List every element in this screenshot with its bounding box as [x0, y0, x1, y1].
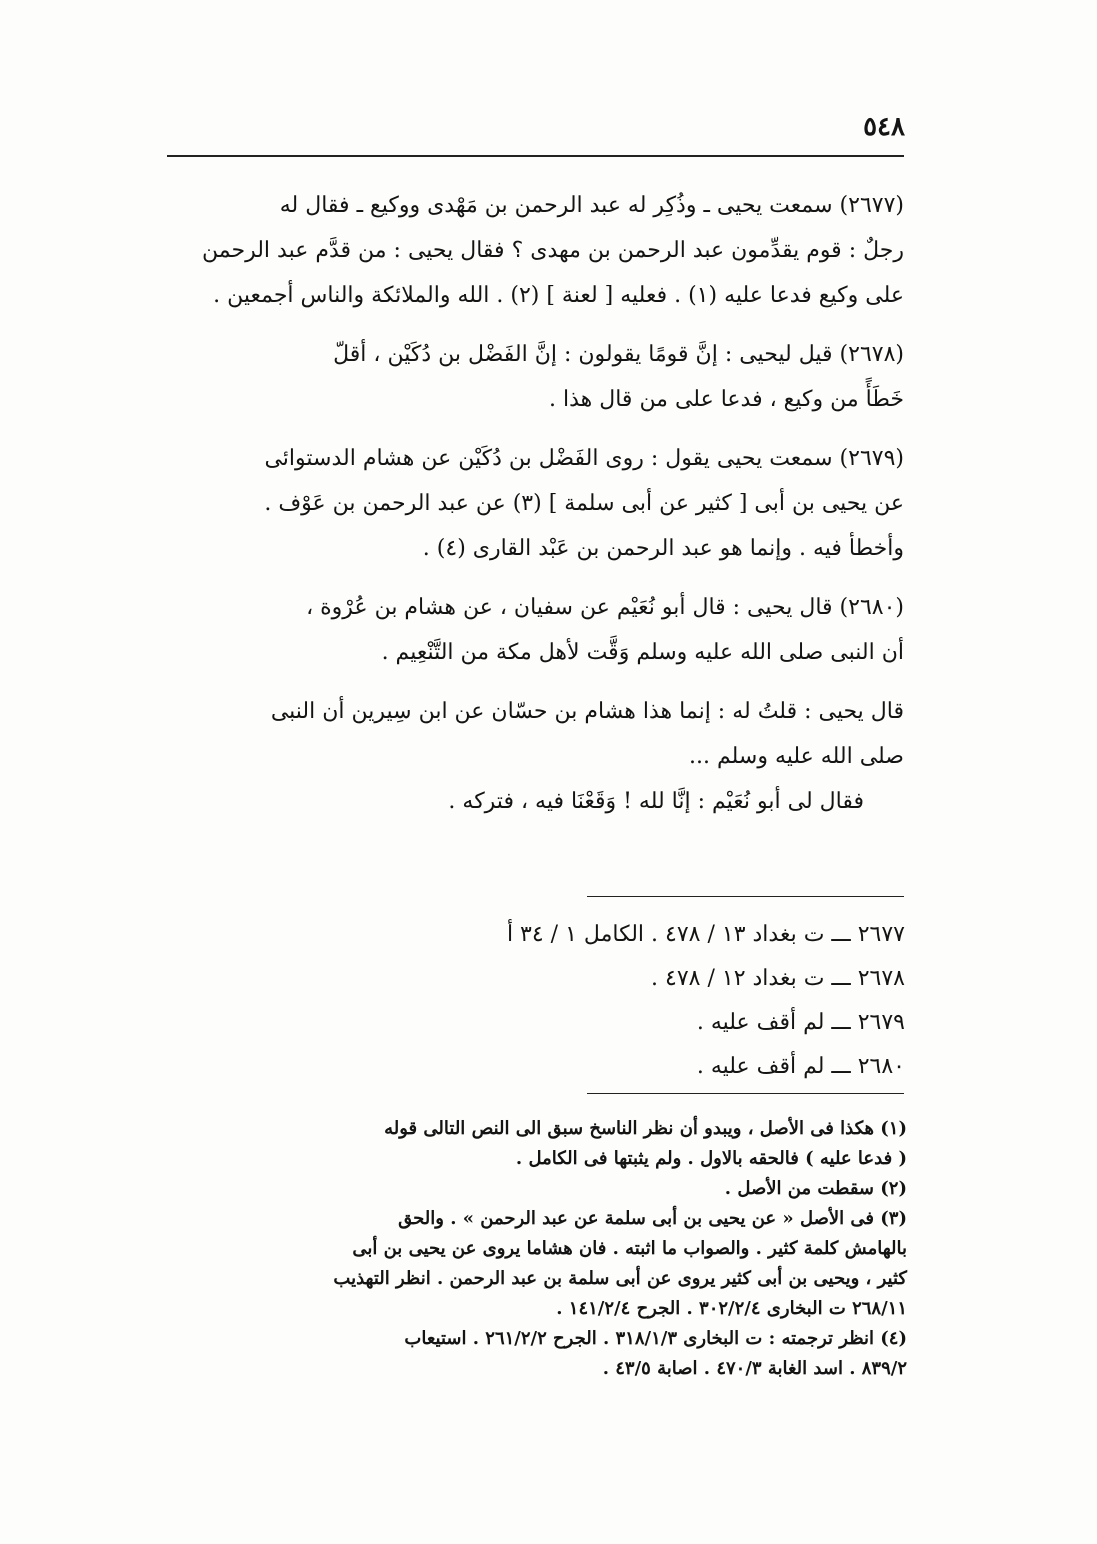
main-text [164, 183, 904, 824]
footnote-line: (٢) سقطت من الأصل . [724, 1178, 907, 1199]
text-line: (٢٦٨٠) قال يحيى : قال أبو نُعَيْم عن سفيان ، عن هشام بن عُرْوة ، [306, 595, 904, 620]
text-line: وأخطأ فيه . وإنما هو عبد الرحمن بن عَبْد القارى (٤) . [422, 536, 904, 561]
paragraph-gap [164, 422, 904, 436]
page-number: ٥٤٨ [863, 112, 905, 142]
text-line: (٢٦٧٧) سمعت يحيى ـ وذُكِر له عبد الرحمن بن مَهْدى ووكيع ـ فقال له [279, 193, 904, 218]
text-line: (٢٦٧٩) سمعت يحيى يقول : روى الفَضْل بن دُكَيْن عن هشام الدستوائى [264, 446, 904, 471]
text-line: صلى الله عليه وسلم ... [689, 744, 904, 769]
source-line: ٢٦٨٠ ـــ لم أقف عليه . [696, 1054, 905, 1079]
footnote-line: ٨٣٩/٢ . اسد الغابة ٤٧٠/٣ . اصابة ٤٣/٥ . [602, 1358, 907, 1379]
text-line: على وكيع فدعا عليه (١) . فعليه [ لعنة ] (٢) . الله والملائكة والناس أجمعين . [213, 283, 904, 308]
footnote-line: ٢٦٨/١١ ت البخارى ٣٠٢/٢/٤ . الجرح ١٤١/٢/٤ . [556, 1298, 907, 1319]
footnote-line: (١) هكذا فى الأصل ، ويبدو أن نظر الناسخ سبق الى النص التالى قوله [384, 1118, 907, 1139]
footnote-line: بالهامش كلمة كثير . والصواب ما اثبته . فان هشاما يروى عن يحيى بن أبى [352, 1238, 907, 1259]
sources-divider [587, 896, 904, 897]
text-line: (٢٦٧٨) قيل ليحيى : إنَّ قومًا يقولون : إنَّ الفَضْل بن دُكَيْن ، أقلّ [333, 342, 904, 367]
source-references [505, 913, 905, 1089]
footnotes [162, 1114, 907, 1384]
footnote-line: (٤) انظر ترجمته : ت البخارى ٣١٨/١/٣ . الجرح ٢٦١/٢/٢ . استيعاب [404, 1328, 907, 1349]
text-line: عن يحيى بن أبى [ كثير عن أبى سلمة ] (٣) عن عبد الرحمن بن عَوْف . [264, 491, 904, 516]
footnote-line: كثير ، ويحيى بن أبى كثير يروى عن أبى سلمة بن عبد الرحمن . انظر التهذيب [333, 1268, 907, 1289]
paragraph-gap [164, 571, 904, 585]
text-line: فقال لى أبو نُعَيْم : إنَّا لله ! وَقَعْنَا فيه ، فتركه . [448, 789, 864, 814]
text-line: قال يحيى : قلتُ له : إنما هذا هشام بن حسّان عن ابن سِيرين أن النبى [270, 699, 904, 724]
source-line: ٢٦٧٨ ـــ ت بغداد ١٢ / ٤٧٨ . [651, 966, 905, 991]
text-line: رجلٌ : قوم يقدِّمون عبد الرحمن بن مهدى ؟ فقال يحيى : من قدَّم عبد الرحمن [202, 238, 904, 263]
paragraph-gap [164, 675, 904, 689]
header-divider [167, 155, 904, 157]
text-line: خَطَأً من وكيع ، فدعا على من قال هذا . [549, 387, 904, 412]
footnote-line: (٣) فى الأصل « عن يحيى بن أبى سلمة عن عبد الرحمن » . والحق [398, 1208, 907, 1229]
paragraph-gap [164, 318, 904, 332]
footnotes-divider [587, 1093, 904, 1094]
text-line: أن النبى صلى الله عليه وسلم وَقَّت لأهل مكة من التَّنْعِيم . [381, 640, 904, 665]
source-line: ٢٦٧٧ ـــ ت بغداد ١٣ / ٤٧٨ . الكامل ١ / ٣٤ أ [506, 922, 905, 947]
footnote-line: ( فدعا عليه ) فالحقه بالاول . ولم يثبتها فى الكامل . [515, 1148, 907, 1169]
source-line: ٢٦٧٩ ـــ لم أقف عليه . [696, 1010, 905, 1035]
